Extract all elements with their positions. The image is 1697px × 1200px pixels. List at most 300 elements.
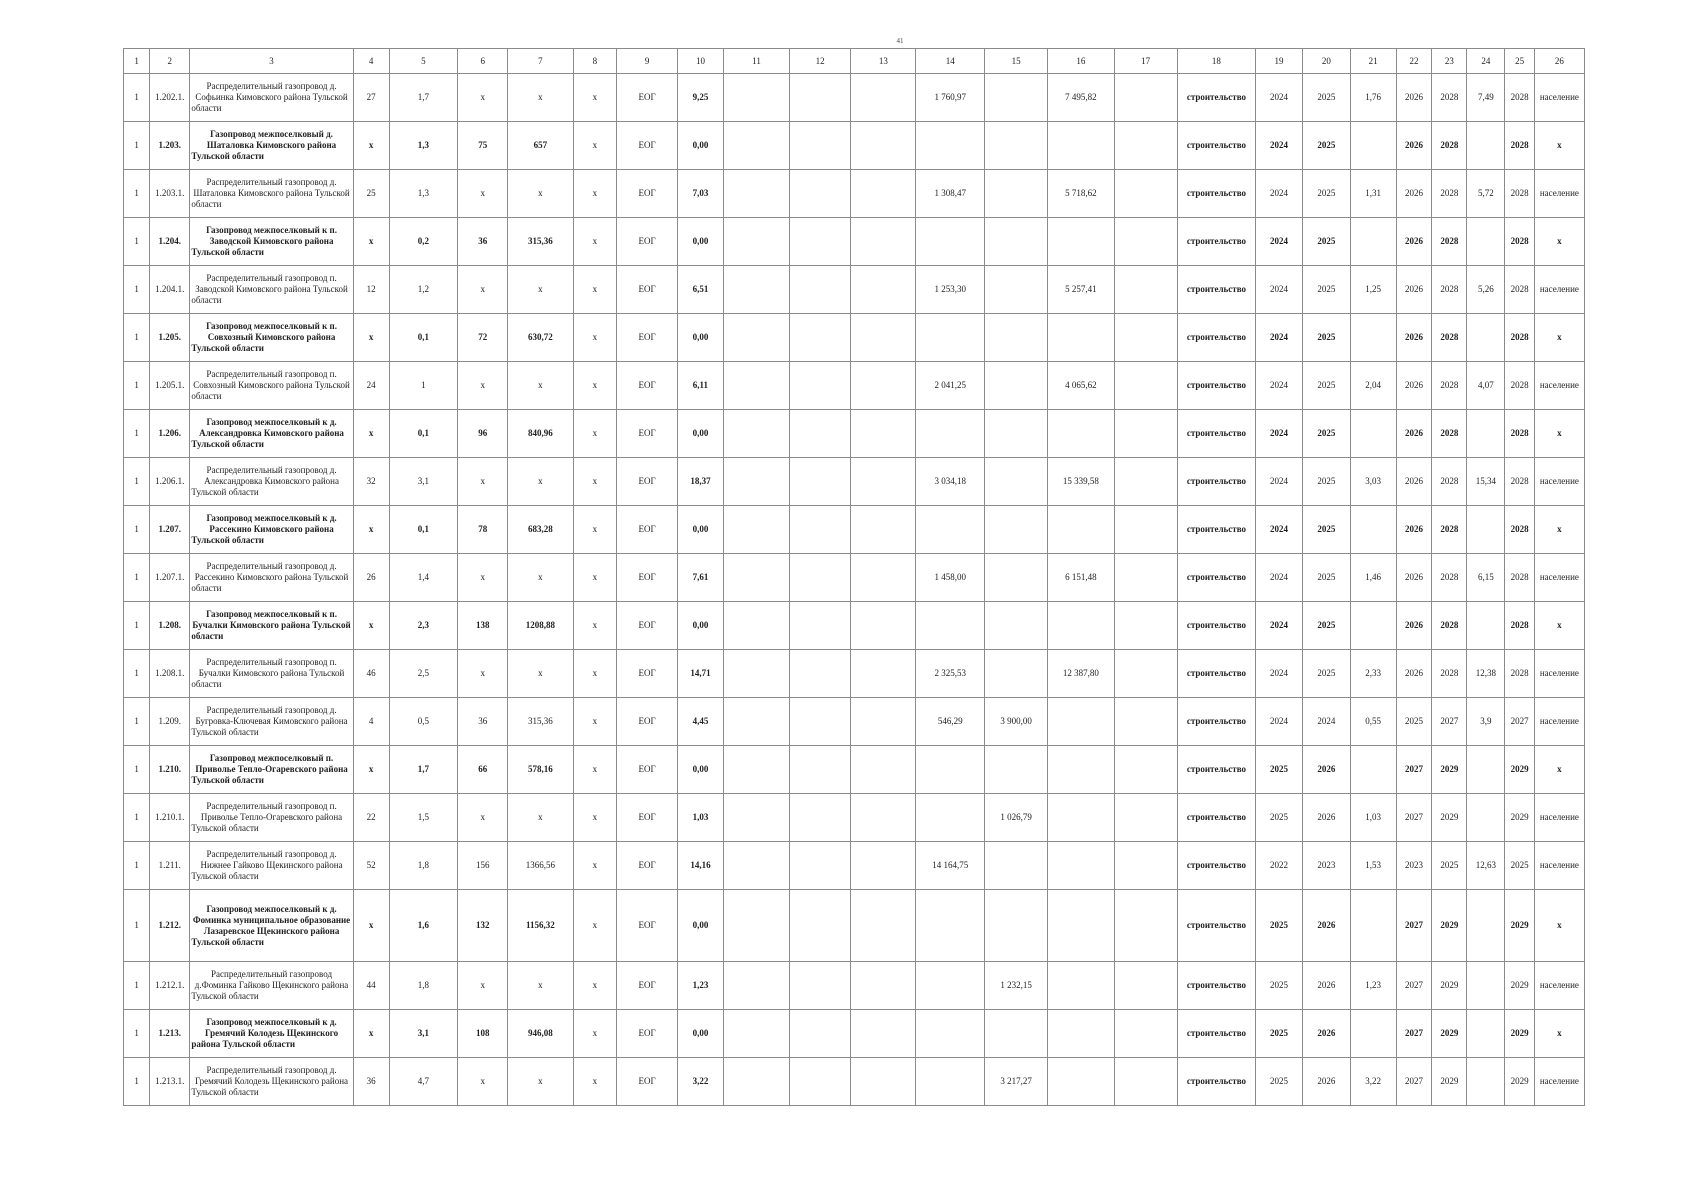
table-cell-col-14: 2 325,53	[916, 650, 985, 698]
table-cell-col-10: 4,45	[678, 698, 724, 746]
table-cell-col-15	[985, 362, 1048, 410]
table-cell-col-25: 2028	[1505, 314, 1534, 362]
table-cell-col-17	[1114, 1058, 1177, 1106]
table-cell-col-16	[1048, 218, 1114, 266]
table-cell-col-13	[851, 410, 916, 458]
table-cell-col-9: ЕОГ	[617, 266, 678, 314]
table-cell-col-7: х	[508, 650, 573, 698]
table-cell-col-2: 1.213.	[150, 1010, 190, 1058]
table-cell-col-18: строительство	[1177, 650, 1255, 698]
table-cell-col-2: 1.207.	[150, 506, 190, 554]
table-cell-col-26: х	[1534, 602, 1584, 650]
table-cell-col-24	[1467, 122, 1505, 170]
table-cell-col-18: строительство	[1177, 794, 1255, 842]
table-cell-col-20: 2026	[1302, 1058, 1350, 1106]
table-cell-col-1: 1	[124, 458, 150, 506]
table-cell-col-2: 1.205.	[150, 314, 190, 362]
table-cell-col-1: 1	[124, 170, 150, 218]
table-cell-col-8: х	[573, 650, 617, 698]
table-cell-col-22: 2026	[1396, 266, 1432, 314]
table-cell-col-20: 2026	[1302, 1010, 1350, 1058]
table-cell-col-13	[851, 698, 916, 746]
table-cell-col-18: строительство	[1177, 890, 1255, 962]
table-cell-col-14	[916, 890, 985, 962]
table-cell-col-14: 1 760,97	[916, 74, 985, 122]
table-cell-col-12	[790, 506, 851, 554]
table-cell-col-2: 1.213.1.	[150, 1058, 190, 1106]
table-cell-col-12	[790, 602, 851, 650]
table-cell-col-3: Газопровод межпоселковый к д. Гремячий Колодезь Щекинского района Тульской области	[190, 1010, 353, 1058]
table-cell-col-19: 2024	[1256, 74, 1303, 122]
table-cell-col-14	[916, 962, 985, 1010]
table-cell-col-11	[723, 122, 789, 170]
table-cell-col-19: 2022	[1256, 842, 1303, 890]
table-cell-col-11	[723, 1058, 789, 1106]
table-cell-col-3: Газопровод межпоселковый к п. Бучалки Кимовского района Тульской области	[190, 602, 353, 650]
table-cell-col-10: 7,61	[678, 554, 724, 602]
table-cell-col-4: 36	[353, 1058, 389, 1106]
table-cell-col-10: 0,00	[678, 890, 724, 962]
table-cell-col-8: х	[573, 1058, 617, 1106]
table-cell-col-14: 14 164,75	[916, 842, 985, 890]
table-cell-col-16	[1048, 698, 1114, 746]
table-cell-col-25: 2028	[1505, 362, 1534, 410]
table-cell-col-24: 7,49	[1467, 74, 1505, 122]
table-cell-col-25: 2029	[1505, 794, 1534, 842]
table-cell-col-3: Газопровод межпоселковый к п. Совхозный Кимовского района Тульской области	[190, 314, 353, 362]
table-cell-col-21: 1,31	[1350, 170, 1396, 218]
table-cell-col-24	[1467, 1058, 1505, 1106]
table-cell-col-4: х	[353, 410, 389, 458]
table-cell-col-5: 0,1	[389, 410, 458, 458]
table-cell-col-21: 1,03	[1350, 794, 1396, 842]
table-cell-col-3: Распределительный газопровод д. Бугровка-Ключевая Кимовского района Тульской области	[190, 698, 353, 746]
table-cell-col-15: 1 026,79	[985, 794, 1048, 842]
table-cell-col-12	[790, 1058, 851, 1106]
table-cell-col-3: Распределительный газопровод п. Заводской Кимовского района Тульской области	[190, 266, 353, 314]
table-cell-col-7: 1156,32	[508, 890, 573, 962]
table-cell-col-20: 2025	[1302, 266, 1350, 314]
table-cell-col-14	[916, 794, 985, 842]
table-cell-col-24	[1467, 410, 1505, 458]
table-row	[124, 650, 1585, 698]
table-cell-col-4: х	[353, 1010, 389, 1058]
table-cell-col-25: 2029	[1505, 962, 1534, 1010]
table-cell-col-17	[1114, 362, 1177, 410]
table-cell-col-25: 2029	[1505, 890, 1534, 962]
table-cell-col-21	[1350, 506, 1396, 554]
column-number-header: 9	[617, 49, 678, 74]
table-cell-col-18: строительство	[1177, 74, 1255, 122]
table-cell-col-3: Газопровод межпоселковый к д. Александровка Кимовского района Тульской области	[190, 410, 353, 458]
table-cell-col-20: 2025	[1302, 218, 1350, 266]
table-cell-col-25: 2028	[1505, 218, 1534, 266]
table-cell-col-18: строительство	[1177, 410, 1255, 458]
table-cell-col-2: 1.212.	[150, 890, 190, 962]
table-row	[124, 314, 1585, 362]
table-cell-col-12	[790, 122, 851, 170]
table-cell-col-9: ЕОГ	[617, 170, 678, 218]
table-cell-col-17	[1114, 266, 1177, 314]
table-cell-col-8: х	[573, 602, 617, 650]
table-cell-col-14: 3 034,18	[916, 458, 985, 506]
table-cell-col-5: 3,1	[389, 458, 458, 506]
table-cell-col-14	[916, 506, 985, 554]
table-cell-col-17	[1114, 698, 1177, 746]
table-cell-col-18: строительство	[1177, 458, 1255, 506]
table-cell-col-4: х	[353, 314, 389, 362]
table-cell-col-13	[851, 218, 916, 266]
table-cell-col-4: 26	[353, 554, 389, 602]
table-cell-col-9: ЕОГ	[617, 842, 678, 890]
table-cell-col-11	[723, 170, 789, 218]
table-row	[124, 698, 1585, 746]
table-cell-col-3: Распределительный газопровод п. Совхозный Кимовского района Тульской области	[190, 362, 353, 410]
table-cell-col-4: х	[353, 506, 389, 554]
table-cell-col-8: х	[573, 410, 617, 458]
table-cell-col-7: 946,08	[508, 1010, 573, 1058]
column-number-header: 17	[1114, 49, 1177, 74]
table-cell-col-4: 12	[353, 266, 389, 314]
table-cell-col-16: 7 495,82	[1048, 74, 1114, 122]
table-cell-col-17	[1114, 218, 1177, 266]
table-cell-col-13	[851, 458, 916, 506]
table-cell-col-20: 2026	[1302, 746, 1350, 794]
table-cell-col-24: 15,34	[1467, 458, 1505, 506]
table-cell-col-6: х	[458, 266, 508, 314]
table-cell-col-26: х	[1534, 890, 1584, 962]
table-cell-col-5: 3,1	[389, 1010, 458, 1058]
column-number-header: 15	[985, 49, 1048, 74]
table-cell-col-18: строительство	[1177, 122, 1255, 170]
table-cell-col-11	[723, 746, 789, 794]
table-cell-col-12	[790, 266, 851, 314]
table-cell-col-19: 2024	[1256, 650, 1303, 698]
table-cell-col-17	[1114, 794, 1177, 842]
table-cell-col-26: население	[1534, 554, 1584, 602]
table-cell-col-16: 6 151,48	[1048, 554, 1114, 602]
table-cell-col-4: х	[353, 218, 389, 266]
table-cell-col-12	[790, 314, 851, 362]
table-cell-col-20: 2025	[1302, 650, 1350, 698]
table-cell-col-20: 2026	[1302, 890, 1350, 962]
table-cell-col-24	[1467, 962, 1505, 1010]
table-cell-col-5: 1,3	[389, 122, 458, 170]
table-cell-col-11	[723, 842, 789, 890]
table-cell-col-11	[723, 794, 789, 842]
table-cell-col-25: 2028	[1505, 602, 1534, 650]
table-cell-col-18: строительство	[1177, 266, 1255, 314]
table-cell-col-11	[723, 890, 789, 962]
table-cell-col-7: х	[508, 458, 573, 506]
table-cell-col-17	[1114, 746, 1177, 794]
table-cell-col-26: население	[1534, 1058, 1584, 1106]
table-cell-col-17	[1114, 506, 1177, 554]
table-cell-col-6: х	[458, 458, 508, 506]
table-cell-col-15	[985, 170, 1048, 218]
table-row	[124, 170, 1585, 218]
table-cell-col-6: 156	[458, 842, 508, 890]
table-row	[124, 266, 1585, 314]
table-cell-col-26: х	[1534, 1010, 1584, 1058]
table-cell-col-18: строительство	[1177, 602, 1255, 650]
column-number-header: 4	[353, 49, 389, 74]
table-cell-col-22: 2026	[1396, 362, 1432, 410]
table-cell-col-20: 2025	[1302, 314, 1350, 362]
table-cell-col-2: 1.212.1.	[150, 962, 190, 1010]
table-cell-col-21	[1350, 1010, 1396, 1058]
table-cell-col-14: 1 458,00	[916, 554, 985, 602]
table-cell-col-14: 2 041,25	[916, 362, 985, 410]
table-cell-col-17	[1114, 650, 1177, 698]
table-cell-col-22: 2026	[1396, 410, 1432, 458]
table-cell-col-13	[851, 122, 916, 170]
table-cell-col-8: х	[573, 746, 617, 794]
table-cell-col-9: ЕОГ	[617, 650, 678, 698]
table-cell-col-14	[916, 218, 985, 266]
table-cell-col-8: х	[573, 170, 617, 218]
table-cell-col-22: 2027	[1396, 1058, 1432, 1106]
table-cell-col-1: 1	[124, 602, 150, 650]
table-cell-col-12	[790, 554, 851, 602]
table-cell-col-17	[1114, 74, 1177, 122]
table-cell-col-20: 2026	[1302, 962, 1350, 1010]
table-cell-col-13	[851, 362, 916, 410]
table-cell-col-22: 2025	[1396, 698, 1432, 746]
table-cell-col-22: 2026	[1396, 458, 1432, 506]
gas-pipeline-table	[123, 48, 1585, 1106]
table-cell-col-16	[1048, 962, 1114, 1010]
table-cell-col-23: 2028	[1432, 650, 1467, 698]
table-cell-col-17	[1114, 554, 1177, 602]
column-number-header: 11	[723, 49, 789, 74]
table-cell-col-6: х	[458, 650, 508, 698]
table-cell-col-14	[916, 746, 985, 794]
table-cell-col-15	[985, 218, 1048, 266]
table-cell-col-26: население	[1534, 266, 1584, 314]
table-cell-col-19: 2025	[1256, 890, 1303, 962]
table-cell-col-19: 2024	[1256, 698, 1303, 746]
table-cell-col-4: х	[353, 746, 389, 794]
table-cell-col-18: строительство	[1177, 554, 1255, 602]
table-cell-col-18: строительство	[1177, 362, 1255, 410]
table-cell-col-6: 36	[458, 698, 508, 746]
column-number-header: 5	[389, 49, 458, 74]
column-number-header: 19	[1256, 49, 1303, 74]
table-cell-col-25: 2028	[1505, 122, 1534, 170]
table-cell-col-15	[985, 74, 1048, 122]
table-cell-col-19: 2025	[1256, 746, 1303, 794]
table-cell-col-13	[851, 74, 916, 122]
table-cell-col-2: 1.205.1.	[150, 362, 190, 410]
table-cell-col-24	[1467, 890, 1505, 962]
table-cell-col-2: 1.210.	[150, 746, 190, 794]
table-row	[124, 122, 1585, 170]
table-cell-col-1: 1	[124, 794, 150, 842]
table-cell-col-12	[790, 650, 851, 698]
table-cell-col-10: 0,00	[678, 506, 724, 554]
table-cell-col-26: население	[1534, 794, 1584, 842]
table-cell-col-15: 1 232,15	[985, 962, 1048, 1010]
table-cell-col-2: 1.202.1.	[150, 74, 190, 122]
table-cell-col-16: 15 339,58	[1048, 458, 1114, 506]
table-cell-col-7: 315,36	[508, 218, 573, 266]
table-cell-col-4: 46	[353, 650, 389, 698]
column-number-header: 12	[790, 49, 851, 74]
table-cell-col-17	[1114, 842, 1177, 890]
table-cell-col-23: 2028	[1432, 410, 1467, 458]
table-cell-col-16	[1048, 506, 1114, 554]
table-cell-col-13	[851, 314, 916, 362]
table-cell-col-1: 1	[124, 122, 150, 170]
column-number-header: 25	[1505, 49, 1534, 74]
table-cell-col-6: 36	[458, 218, 508, 266]
table-row	[124, 1058, 1585, 1106]
table-cell-col-20: 2025	[1302, 170, 1350, 218]
table-cell-col-6: х	[458, 554, 508, 602]
column-number-header: 3	[190, 49, 353, 74]
table-cell-col-9: ЕОГ	[617, 890, 678, 962]
table-cell-col-26: население	[1534, 170, 1584, 218]
table-cell-col-25: 2029	[1505, 1058, 1534, 1106]
table-cell-col-20: 2025	[1302, 554, 1350, 602]
table-cell-col-26: население	[1534, 650, 1584, 698]
table-cell-col-21: 3,03	[1350, 458, 1396, 506]
table-cell-col-22: 2026	[1396, 650, 1432, 698]
table-cell-col-15	[985, 554, 1048, 602]
table-row	[124, 842, 1585, 890]
table-cell-col-8: х	[573, 506, 617, 554]
table-cell-col-14	[916, 314, 985, 362]
table-cell-col-6: 96	[458, 410, 508, 458]
table-cell-col-10: 0,00	[678, 1010, 724, 1058]
table-cell-col-5: 0,5	[389, 698, 458, 746]
table-cell-col-14	[916, 410, 985, 458]
table-cell-col-5: 1,7	[389, 746, 458, 794]
table-cell-col-23: 2029	[1432, 1010, 1467, 1058]
table-cell-col-7: х	[508, 794, 573, 842]
table-cell-col-10: 9,25	[678, 74, 724, 122]
table-cell-col-9: ЕОГ	[617, 74, 678, 122]
table-cell-col-11	[723, 506, 789, 554]
table-cell-col-21: 2,33	[1350, 650, 1396, 698]
table-cell-col-12	[790, 1010, 851, 1058]
table-cell-col-5: 2,3	[389, 602, 458, 650]
table-cell-col-22: 2026	[1396, 170, 1432, 218]
table-cell-col-13	[851, 1010, 916, 1058]
table-cell-col-21	[1350, 746, 1396, 794]
table-cell-col-2: 1.208.	[150, 602, 190, 650]
table-cell-col-1: 1	[124, 314, 150, 362]
table-cell-col-15	[985, 602, 1048, 650]
table-cell-col-13	[851, 746, 916, 794]
table-row	[124, 962, 1585, 1010]
table-cell-col-13	[851, 266, 916, 314]
table-cell-col-12	[790, 410, 851, 458]
table-cell-col-3: Газопровод межпоселковый д. Шаталовка Кимовского района Тульской области	[190, 122, 353, 170]
table-cell-col-12	[790, 362, 851, 410]
table-cell-col-6: 75	[458, 122, 508, 170]
table-cell-col-3: Распределительный газопровод д. Александровка Кимовского района Тульской области	[190, 458, 353, 506]
table-row	[124, 794, 1585, 842]
table-cell-col-10: 7,03	[678, 170, 724, 218]
table-cell-col-23: 2028	[1432, 362, 1467, 410]
table-cell-col-11	[723, 458, 789, 506]
table-cell-col-10: 0,00	[678, 122, 724, 170]
table-cell-col-16	[1048, 890, 1114, 962]
column-number-row	[124, 49, 1585, 74]
table-cell-col-3: Газопровод межпоселковый к д. Фоминка муниципальное образование Лазаревское Щекинского района Тульской области	[190, 890, 353, 962]
table-cell-col-20: 2025	[1302, 506, 1350, 554]
table-cell-col-12	[790, 794, 851, 842]
table-cell-col-16	[1048, 746, 1114, 794]
table-cell-col-8: х	[573, 1010, 617, 1058]
column-number-header: 14	[916, 49, 985, 74]
table-cell-col-19: 2024	[1256, 170, 1303, 218]
table-cell-col-5: 1,2	[389, 266, 458, 314]
table-cell-col-2: 1.206.	[150, 410, 190, 458]
table-cell-col-1: 1	[124, 74, 150, 122]
table-cell-col-7: 1366,56	[508, 842, 573, 890]
table-cell-col-23: 2028	[1432, 554, 1467, 602]
table-cell-col-24	[1467, 218, 1505, 266]
table-cell-col-1: 1	[124, 890, 150, 962]
table-cell-col-7: х	[508, 1058, 573, 1106]
table-cell-col-1: 1	[124, 410, 150, 458]
table-cell-col-24: 5,72	[1467, 170, 1505, 218]
table-cell-col-14	[916, 1010, 985, 1058]
table-cell-col-16	[1048, 314, 1114, 362]
table-cell-col-21	[1350, 218, 1396, 266]
table-cell-col-23: 2028	[1432, 122, 1467, 170]
table-cell-col-25: 2028	[1505, 74, 1534, 122]
table-row	[124, 218, 1585, 266]
table-cell-col-20: 2025	[1302, 602, 1350, 650]
table-cell-col-19: 2024	[1256, 458, 1303, 506]
table-cell-col-7: х	[508, 266, 573, 314]
table-cell-col-21: 2,04	[1350, 362, 1396, 410]
table-cell-col-24	[1467, 602, 1505, 650]
column-number-header: 20	[1302, 49, 1350, 74]
table-cell-col-26: х	[1534, 506, 1584, 554]
table-cell-col-13	[851, 554, 916, 602]
table-cell-col-21: 0,55	[1350, 698, 1396, 746]
column-number-header: 16	[1048, 49, 1114, 74]
table-cell-col-7: х	[508, 362, 573, 410]
table-cell-col-5: 0,1	[389, 506, 458, 554]
table-cell-col-22: 2026	[1396, 506, 1432, 554]
page-number: 41	[896, 37, 904, 45]
table-cell-col-7: х	[508, 170, 573, 218]
table-cell-col-5: 1,3	[389, 170, 458, 218]
table-cell-col-24: 6,15	[1467, 554, 1505, 602]
table-cell-col-24	[1467, 1010, 1505, 1058]
table-cell-col-13	[851, 794, 916, 842]
table-cell-col-6: 132	[458, 890, 508, 962]
table-cell-col-16: 12 387,80	[1048, 650, 1114, 698]
table-cell-col-14	[916, 602, 985, 650]
table-cell-col-16: 5 257,41	[1048, 266, 1114, 314]
table-cell-col-3: Распределительный газопровод д.Фоминка Гайково Щекинского района Тульской области	[190, 962, 353, 1010]
table-cell-col-18: строительство	[1177, 218, 1255, 266]
table-cell-col-23: 2028	[1432, 74, 1467, 122]
table-cell-col-19: 2024	[1256, 266, 1303, 314]
table-cell-col-22: 2027	[1396, 794, 1432, 842]
table-cell-col-16	[1048, 842, 1114, 890]
table-cell-col-7: 630,72	[508, 314, 573, 362]
table-cell-col-19: 2025	[1256, 1010, 1303, 1058]
table-cell-col-20: 2026	[1302, 794, 1350, 842]
